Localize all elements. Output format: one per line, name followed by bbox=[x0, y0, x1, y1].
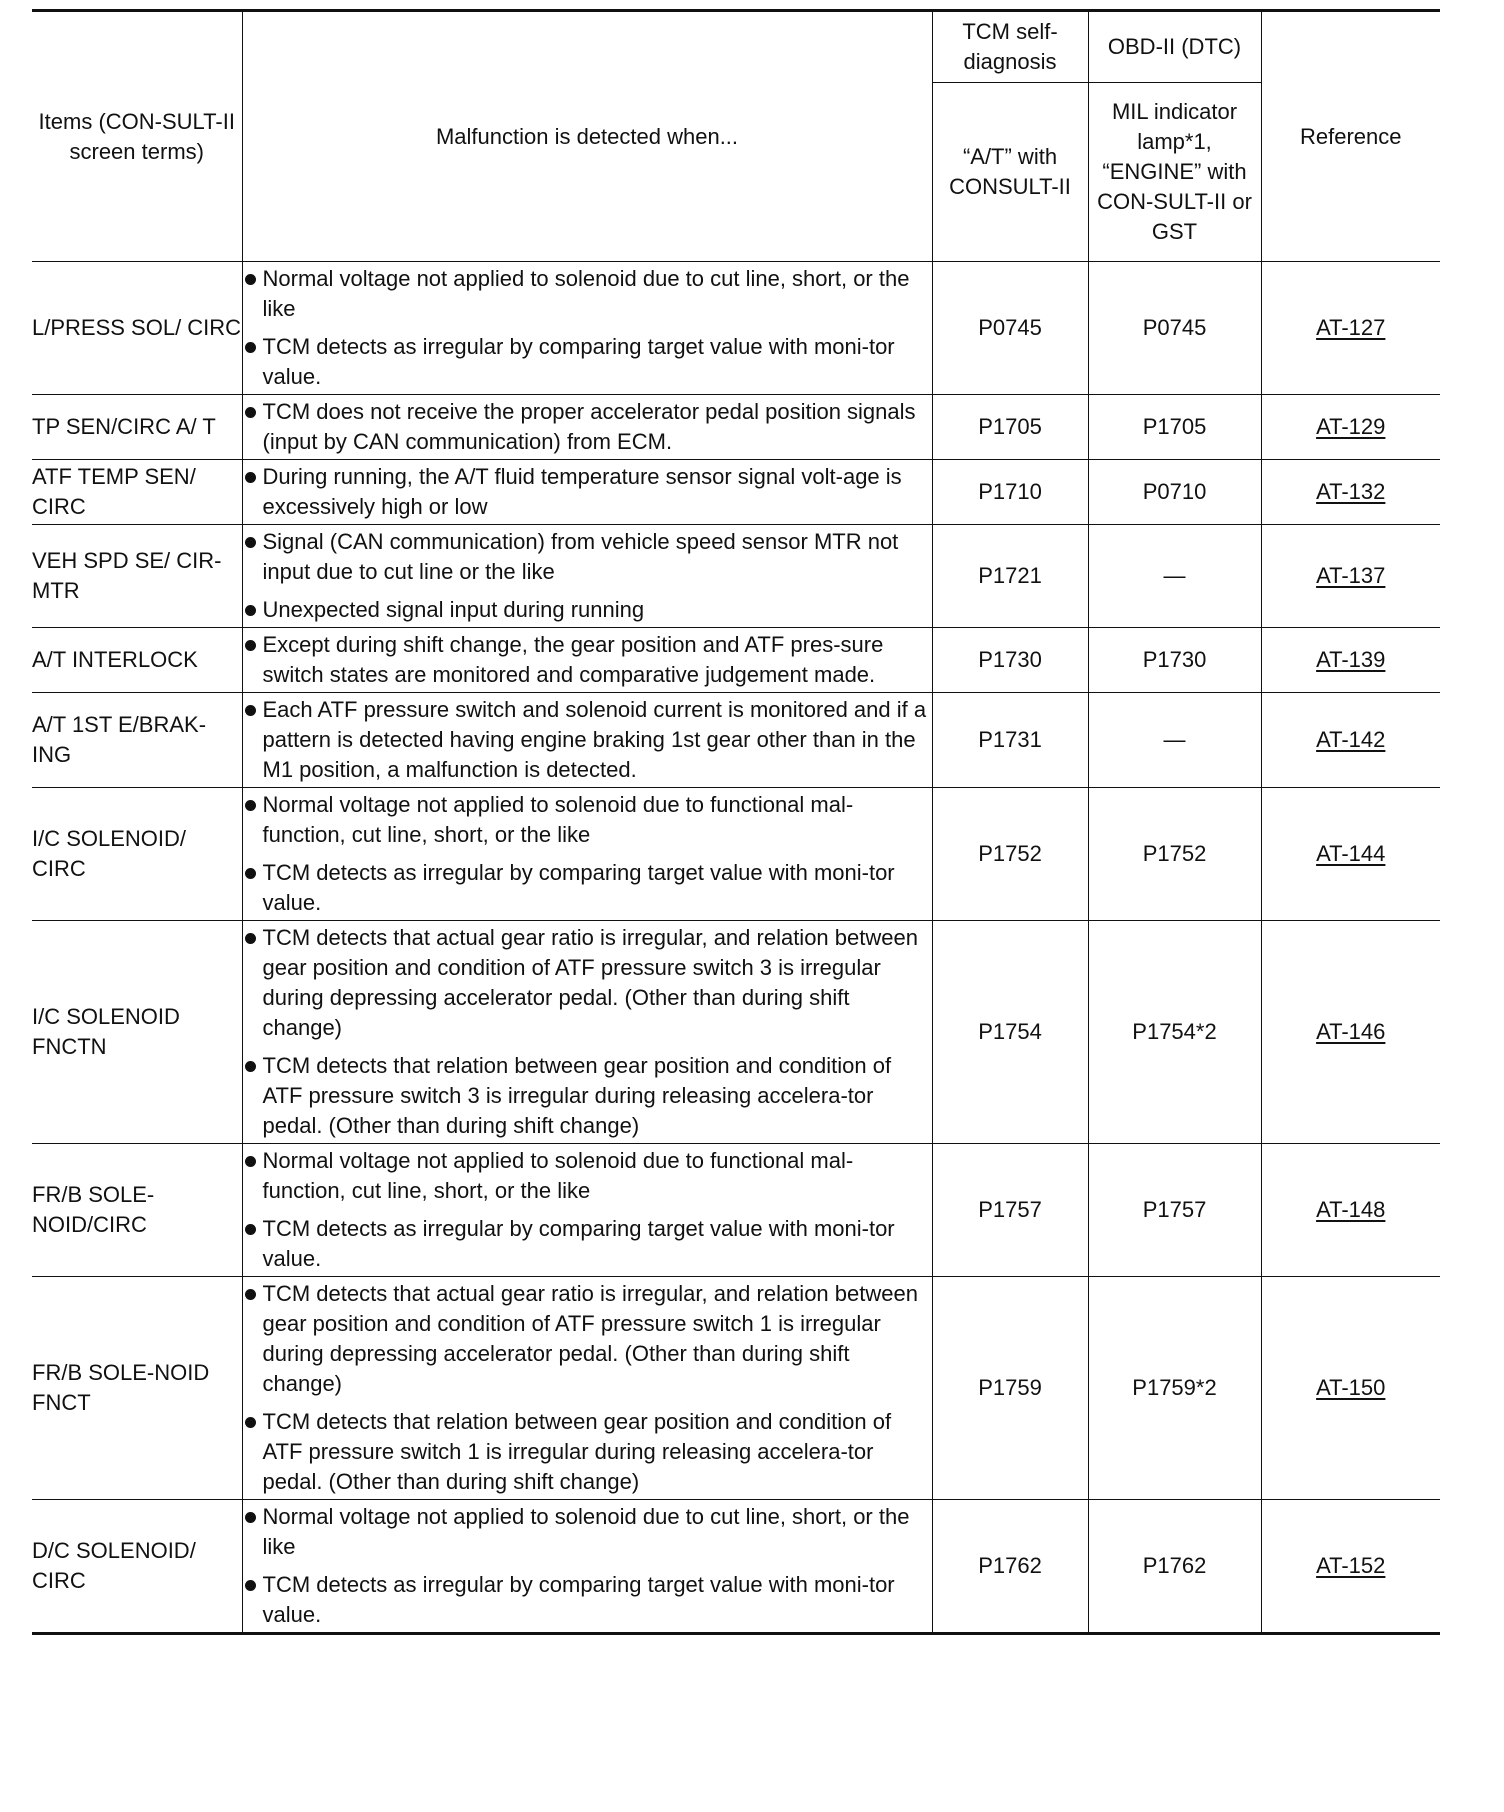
malfunction-conditions bbox=[242, 788, 932, 921]
reference-cell bbox=[1261, 460, 1440, 525]
condition-list bbox=[243, 527, 932, 625]
header-items: Items (CON-SULT-II screen terms) bbox=[32, 11, 242, 262]
item-name: I/C SOLENOID/ CIRC bbox=[32, 788, 242, 921]
malfunction-conditions bbox=[242, 693, 932, 788]
table-row bbox=[32, 395, 1440, 460]
reference-cell bbox=[1261, 1500, 1440, 1634]
item-name: TP SEN/CIRC A/ T bbox=[32, 395, 242, 460]
condition-list bbox=[243, 695, 932, 785]
item-name: A/T INTERLOCK bbox=[32, 628, 242, 693]
condition-list bbox=[243, 1146, 932, 1274]
obd-code: P0745 bbox=[1088, 262, 1261, 395]
reference-link[interactable]: AT-144 bbox=[1316, 841, 1386, 866]
item-name: D/C SOLENOID/ CIRC bbox=[32, 1500, 242, 1634]
reference-link[interactable]: AT-139 bbox=[1316, 647, 1386, 672]
reference-cell bbox=[1261, 921, 1440, 1144]
obd-code: — bbox=[1088, 525, 1261, 628]
item-name: A/T 1ST E/BRAK-ING bbox=[32, 693, 242, 788]
condition-item: TCM detects as irregular by comparing target value with moni-tor value. bbox=[243, 332, 932, 392]
malfunction-conditions bbox=[242, 1277, 932, 1500]
condition-list bbox=[243, 397, 932, 457]
condition-item: Normal voltage not applied to solenoid due to cut line, short, or the like bbox=[243, 1502, 932, 1562]
reference-link[interactable]: AT-142 bbox=[1316, 727, 1386, 752]
table-row bbox=[32, 525, 1440, 628]
obd-code: P1759*2 bbox=[1088, 1277, 1261, 1500]
condition-list bbox=[243, 790, 932, 918]
condition-item: Unexpected signal input during running bbox=[243, 595, 932, 625]
table-row bbox=[32, 460, 1440, 525]
condition-item: Each ATF pressure switch and solenoid current is monitored and if a pattern is detected having engine braking 1st gear other than in the M1 position, a malfunction is detected. bbox=[243, 695, 932, 785]
item-name: I/C SOLENOID FNCTN bbox=[32, 921, 242, 1144]
tcm-code: P0745 bbox=[932, 262, 1088, 395]
condition-list bbox=[243, 923, 932, 1141]
table-row bbox=[32, 921, 1440, 1144]
condition-item: Signal (CAN communication) from vehicle speed sensor MTR not input due to cut line or the like bbox=[243, 527, 932, 587]
item-name: FR/B SOLE-NOID/CIRC bbox=[32, 1144, 242, 1277]
malfunction-conditions bbox=[242, 1144, 932, 1277]
condition-item: TCM detects as irregular by comparing target value with moni-tor value. bbox=[243, 1570, 932, 1630]
tcm-code: P1705 bbox=[932, 395, 1088, 460]
item-name: FR/B SOLE-NOID FNCT bbox=[32, 1277, 242, 1500]
reference-link[interactable]: AT-129 bbox=[1316, 414, 1386, 439]
reference-link[interactable]: AT-132 bbox=[1316, 479, 1386, 504]
condition-item: Normal voltage not applied to solenoid due to cut line, short, or the like bbox=[243, 264, 932, 324]
tcm-code: P1710 bbox=[932, 460, 1088, 525]
item-name: ATF TEMP SEN/ CIRC bbox=[32, 460, 242, 525]
reference-cell bbox=[1261, 788, 1440, 921]
reference-cell bbox=[1261, 525, 1440, 628]
malfunction-conditions bbox=[242, 1500, 932, 1634]
obd-code: P1754*2 bbox=[1088, 921, 1261, 1144]
condition-item: TCM detects that relation between gear position and condition of ATF pressure switch 1 is irregular during releasing accelera-tor pedal. (Other than during shift change) bbox=[243, 1407, 932, 1497]
condition-item: TCM detects as irregular by comparing target value with moni-tor value. bbox=[243, 858, 932, 918]
condition-list bbox=[243, 462, 932, 522]
tcm-code: P1762 bbox=[932, 1500, 1088, 1634]
header-obd-dtc: OBD-II (DTC) bbox=[1088, 11, 1261, 83]
header-reference: Reference bbox=[1261, 11, 1440, 262]
obd-code: P1762 bbox=[1088, 1500, 1261, 1634]
condition-list bbox=[243, 264, 932, 392]
table-header bbox=[32, 11, 1440, 262]
condition-item: Normal voltage not applied to solenoid due to functional mal-function, cut line, short, or the like bbox=[243, 790, 932, 850]
reference-cell bbox=[1261, 1277, 1440, 1500]
table-row bbox=[32, 1144, 1440, 1277]
condition-list bbox=[243, 630, 932, 690]
obd-code: P1705 bbox=[1088, 395, 1261, 460]
table-row bbox=[32, 628, 1440, 693]
table-row bbox=[32, 788, 1440, 921]
reference-link[interactable]: AT-150 bbox=[1316, 1375, 1386, 1400]
malfunction-conditions bbox=[242, 525, 932, 628]
item-name: VEH SPD SE/ CIR-MTR bbox=[32, 525, 242, 628]
table-row bbox=[32, 262, 1440, 395]
condition-item: TCM detects as irregular by comparing target value with moni-tor value. bbox=[243, 1214, 932, 1274]
tcm-code: P1721 bbox=[932, 525, 1088, 628]
malfunction-conditions bbox=[242, 628, 932, 693]
obd-code: P0710 bbox=[1088, 460, 1261, 525]
reference-link[interactable]: AT-152 bbox=[1316, 1553, 1386, 1578]
reference-link[interactable]: AT-127 bbox=[1316, 315, 1386, 340]
header-tcm-consult: “A/T” with CONSULT-II bbox=[932, 83, 1088, 262]
tcm-code: P1754 bbox=[932, 921, 1088, 1144]
reference-cell bbox=[1261, 1144, 1440, 1277]
table-row bbox=[32, 693, 1440, 788]
dtc-table bbox=[32, 9, 1440, 1635]
tcm-code: P1731 bbox=[932, 693, 1088, 788]
item-name: L/PRESS SOL/ CIRC bbox=[32, 262, 242, 395]
tcm-code: P1752 bbox=[932, 788, 1088, 921]
header-malfunction: Malfunction is detected when... bbox=[242, 11, 932, 262]
condition-item: TCM detects that actual gear ratio is irregular, and relation between gear position and condition of ATF pressure switch 3 is irregular during depressing accelerator pedal. (Other than during shift change) bbox=[243, 923, 932, 1043]
reference-link[interactable]: AT-146 bbox=[1316, 1019, 1386, 1044]
tcm-code: P1759 bbox=[932, 1277, 1088, 1500]
malfunction-conditions bbox=[242, 395, 932, 460]
obd-code: P1752 bbox=[1088, 788, 1261, 921]
header-obd-mil: MIL indicator lamp*1, “ENGINE” with CON-SULT-II or GST bbox=[1088, 83, 1261, 262]
condition-item: TCM does not receive the proper accelerator pedal position signals (input by CAN communication) from ECM. bbox=[243, 397, 932, 457]
table-row bbox=[32, 1277, 1440, 1500]
reference-link[interactable]: AT-148 bbox=[1316, 1197, 1386, 1222]
condition-item: TCM detects that relation between gear position and condition of ATF pressure switch 3 is irregular during releasing accelera-tor pedal. (Other than during shift change) bbox=[243, 1051, 932, 1141]
malfunction-conditions bbox=[242, 460, 932, 525]
condition-list bbox=[243, 1502, 932, 1630]
tcm-code: P1757 bbox=[932, 1144, 1088, 1277]
condition-item: Except during shift change, the gear position and ATF pres-sure switch states are monitored and comparative judgement made. bbox=[243, 630, 932, 690]
obd-code: — bbox=[1088, 693, 1261, 788]
obd-code: P1757 bbox=[1088, 1144, 1261, 1277]
condition-item: Normal voltage not applied to solenoid due to functional mal-function, cut line, short, or the like bbox=[243, 1146, 932, 1206]
reference-cell bbox=[1261, 395, 1440, 460]
tcm-code: P1730 bbox=[932, 628, 1088, 693]
reference-cell bbox=[1261, 628, 1440, 693]
reference-link[interactable]: AT-137 bbox=[1316, 563, 1386, 588]
condition-item: TCM detects that actual gear ratio is irregular, and relation between gear position and condition of ATF pressure switch 1 is irregular during depressing accelerator pedal. (Other than during shift change) bbox=[243, 1279, 932, 1399]
condition-list bbox=[243, 1279, 932, 1497]
header-tcm-self-diagnosis: TCM self-diagnosis bbox=[932, 11, 1088, 83]
obd-code: P1730 bbox=[1088, 628, 1261, 693]
table-row bbox=[32, 1500, 1440, 1634]
table-body bbox=[32, 262, 1440, 1634]
reference-cell bbox=[1261, 693, 1440, 788]
malfunction-conditions bbox=[242, 262, 932, 395]
malfunction-conditions bbox=[242, 921, 932, 1144]
condition-item: During running, the A/T fluid temperature sensor signal volt-age is excessively high or low bbox=[243, 462, 932, 522]
reference-cell bbox=[1261, 262, 1440, 395]
